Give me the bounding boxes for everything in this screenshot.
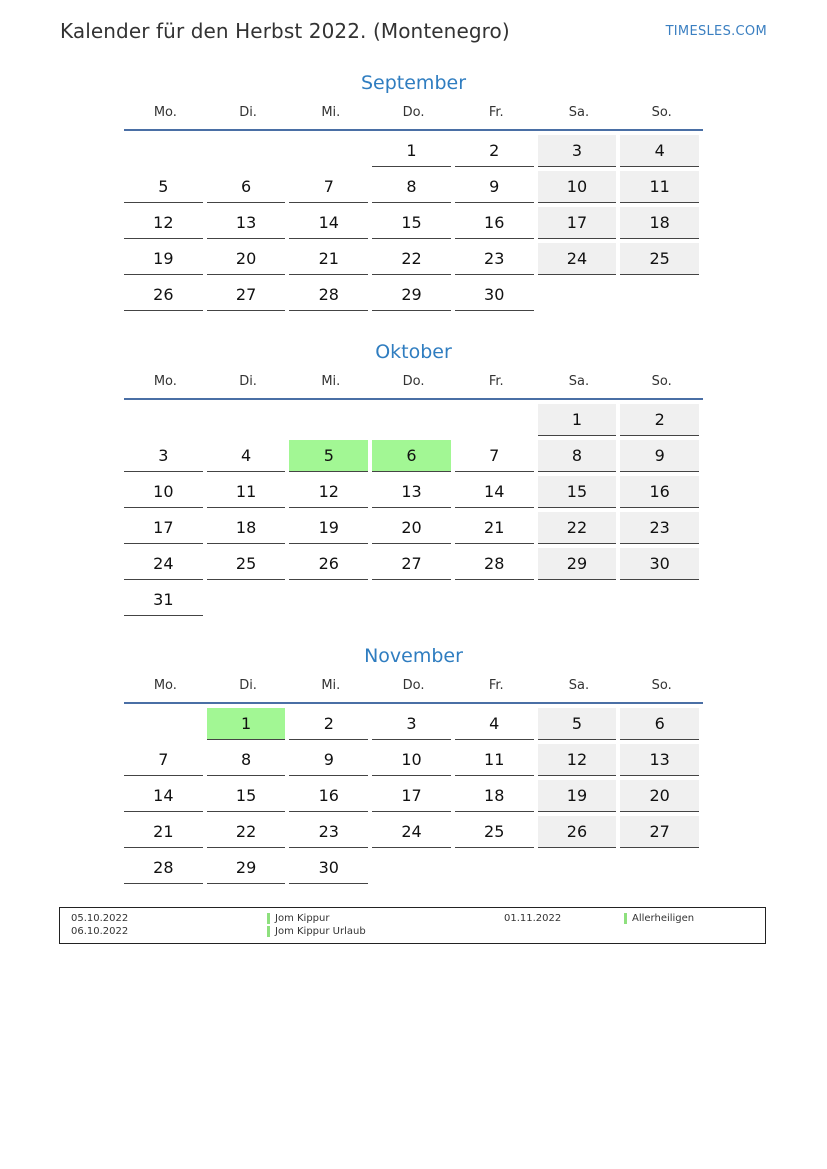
week-row (124, 243, 703, 279)
weekday-header (124, 676, 703, 702)
month-title: September (360, 72, 467, 94)
weekday-label: Mi. (321, 105, 341, 120)
empty-cell (620, 584, 699, 616)
weekday-header (124, 103, 703, 129)
day-cell: 23 (289, 816, 368, 848)
empty-cell (289, 584, 368, 616)
day-cell: 21 (289, 243, 368, 275)
empty-cell (207, 404, 286, 436)
day-cell: 19 (124, 243, 203, 275)
header-divider (124, 129, 703, 131)
week-row (124, 512, 703, 548)
day-cell: 27 (372, 548, 451, 580)
header-divider (124, 398, 703, 400)
empty-cell (455, 584, 534, 616)
day-cell: 26 (538, 816, 617, 848)
day-cell: 5 (538, 708, 617, 740)
month-september (124, 69, 703, 315)
day-cell: 11 (620, 171, 699, 203)
day-cell: 7 (455, 440, 534, 472)
day-cell: 6 (372, 440, 451, 472)
month-title: November (364, 645, 463, 667)
header-divider (124, 702, 703, 704)
day-cell: 12 (124, 207, 203, 239)
day-cell: 15 (207, 780, 286, 812)
week-row (124, 476, 703, 512)
weekday-label: So. (651, 374, 672, 389)
month-oktober (124, 338, 703, 620)
day-cell: 25 (620, 243, 699, 275)
empty-cell (289, 404, 368, 436)
legend-holiday-name: Jom Kippur (275, 913, 330, 924)
weekday-label: Mo. (153, 678, 177, 693)
day-cell: 14 (289, 207, 368, 239)
empty-cell (455, 852, 534, 884)
day-cell: 1 (538, 404, 617, 436)
day-cell: 18 (455, 780, 534, 812)
empty-cell (207, 584, 286, 616)
week-row (124, 135, 703, 171)
empty-cell (620, 852, 699, 884)
week-row (124, 780, 703, 816)
day-cell: 25 (207, 548, 286, 580)
day-cell: 24 (538, 243, 617, 275)
week-row (124, 207, 703, 243)
day-cell: 2 (455, 135, 534, 167)
day-cell: 26 (124, 279, 203, 311)
day-cell: 4 (207, 440, 286, 472)
day-cell: 27 (620, 816, 699, 848)
day-cell: 19 (538, 780, 617, 812)
day-cell: 1 (372, 135, 451, 167)
week-row (124, 279, 703, 315)
weekday-label: Mi. (321, 678, 341, 693)
day-cell: 15 (538, 476, 617, 508)
day-cell: 13 (207, 207, 286, 239)
day-cell: 6 (207, 171, 286, 203)
day-cell: 8 (372, 171, 451, 203)
day-cell: 16 (620, 476, 699, 508)
day-cell: 10 (124, 476, 203, 508)
day-cell: 17 (124, 512, 203, 544)
weekday-label: Fr. (488, 105, 504, 120)
weekday-label: Di. (239, 374, 257, 389)
day-cell: 28 (289, 279, 368, 311)
day-cell: 24 (372, 816, 451, 848)
day-cell: 14 (455, 476, 534, 508)
day-cell: 31 (124, 584, 203, 616)
empty-cell (538, 852, 617, 884)
weekday-label: Do. (402, 374, 425, 389)
month-title: Oktober (375, 341, 452, 363)
day-cell: 3 (538, 135, 617, 167)
empty-cell (372, 404, 451, 436)
weekday-header (124, 372, 703, 398)
weekday-label: Do. (402, 105, 425, 120)
weekday-label: Fr. (488, 374, 504, 389)
month-november (124, 642, 703, 888)
legend-marker (267, 913, 270, 924)
week-row (124, 584, 703, 620)
weekday-label: Sa. (568, 678, 590, 693)
day-cell: 13 (620, 744, 699, 776)
day-cell: 26 (289, 548, 368, 580)
brand-link[interactable]: TIMESLES.COM (665, 24, 767, 39)
week-row (124, 852, 703, 888)
empty-cell (372, 852, 451, 884)
day-cell: 30 (455, 279, 534, 311)
day-cell: 21 (455, 512, 534, 544)
day-cell: 15 (372, 207, 451, 239)
empty-cell (538, 584, 617, 616)
day-cell: 13 (372, 476, 451, 508)
day-cell: 4 (455, 708, 534, 740)
day-cell: 11 (455, 744, 534, 776)
legend-marker (267, 926, 270, 937)
day-cell: 3 (124, 440, 203, 472)
weekday-label: Mo. (153, 105, 177, 120)
day-cell: 17 (372, 780, 451, 812)
empty-cell (207, 135, 286, 167)
day-cell: 16 (455, 207, 534, 239)
week-row (124, 548, 703, 584)
day-cell: 22 (538, 512, 617, 544)
weekday-label: Fr. (488, 678, 504, 693)
day-cell: 29 (538, 548, 617, 580)
day-cell: 20 (372, 512, 451, 544)
day-cell: 18 (207, 512, 286, 544)
day-cell: 1 (207, 708, 286, 740)
day-cell: 6 (620, 708, 699, 740)
legend-holiday-name: Jom Kippur Urlaub (275, 926, 366, 937)
week-row (124, 708, 703, 744)
day-cell: 23 (455, 243, 534, 275)
day-cell: 30 (289, 852, 368, 884)
day-cell: 28 (455, 548, 534, 580)
day-cell: 17 (538, 207, 617, 239)
empty-cell (620, 279, 699, 311)
day-cell: 14 (124, 780, 203, 812)
day-cell: 11 (207, 476, 286, 508)
empty-cell (124, 135, 203, 167)
weekday-label: Di. (239, 678, 257, 693)
day-cell: 27 (207, 279, 286, 311)
day-cell: 3 (372, 708, 451, 740)
day-cell: 23 (620, 512, 699, 544)
empty-cell (124, 404, 203, 436)
day-cell: 22 (372, 243, 451, 275)
day-cell: 7 (289, 171, 368, 203)
weekday-label: Di. (239, 105, 257, 120)
weekday-label: Do. (402, 678, 425, 693)
day-cell: 12 (289, 476, 368, 508)
day-cell: 25 (455, 816, 534, 848)
day-cell: 10 (372, 744, 451, 776)
day-cell: 30 (620, 548, 699, 580)
day-cell: 10 (538, 171, 617, 203)
day-cell: 2 (620, 404, 699, 436)
day-cell: 16 (289, 780, 368, 812)
week-row (124, 404, 703, 440)
day-cell: 22 (207, 816, 286, 848)
day-cell: 8 (207, 744, 286, 776)
day-cell: 5 (289, 440, 368, 472)
weekday-label: So. (651, 678, 672, 693)
week-row (124, 171, 703, 207)
day-cell: 20 (620, 780, 699, 812)
day-cell: 24 (124, 548, 203, 580)
weekday-label: Mi. (321, 374, 341, 389)
day-cell: 9 (289, 744, 368, 776)
page-title: Kalender für den Herbst 2022. (Montenegro) (60, 19, 510, 43)
day-cell: 19 (289, 512, 368, 544)
weekday-label: Mo. (153, 374, 177, 389)
empty-cell (124, 708, 203, 740)
day-cell: 21 (124, 816, 203, 848)
week-row (124, 440, 703, 476)
holiday-legend (59, 907, 766, 944)
day-cell: 7 (124, 744, 203, 776)
day-cell: 5 (124, 171, 203, 203)
day-cell: 20 (207, 243, 286, 275)
week-row (124, 816, 703, 852)
legend-holiday-name: Allerheiligen (632, 913, 695, 924)
day-cell: 12 (538, 744, 617, 776)
legend-marker (624, 913, 627, 924)
day-cell: 29 (372, 279, 451, 311)
day-cell: 9 (455, 171, 534, 203)
day-cell: 28 (124, 852, 203, 884)
day-cell: 18 (620, 207, 699, 239)
weekday-label: So. (651, 105, 672, 120)
day-cell: 2 (289, 708, 368, 740)
week-row (124, 744, 703, 780)
legend-date: 01.11.2022 (504, 913, 562, 924)
day-cell: 8 (538, 440, 617, 472)
day-cell: 29 (207, 852, 286, 884)
empty-cell (289, 135, 368, 167)
empty-cell (455, 404, 534, 436)
legend-date: 06.10.2022 (71, 926, 129, 937)
legend-date: 05.10.2022 (71, 913, 129, 924)
day-cell: 4 (620, 135, 699, 167)
empty-cell (372, 584, 451, 616)
weekday-label: Sa. (568, 105, 590, 120)
day-cell: 9 (620, 440, 699, 472)
weekday-label: Sa. (568, 374, 590, 389)
empty-cell (538, 279, 617, 311)
